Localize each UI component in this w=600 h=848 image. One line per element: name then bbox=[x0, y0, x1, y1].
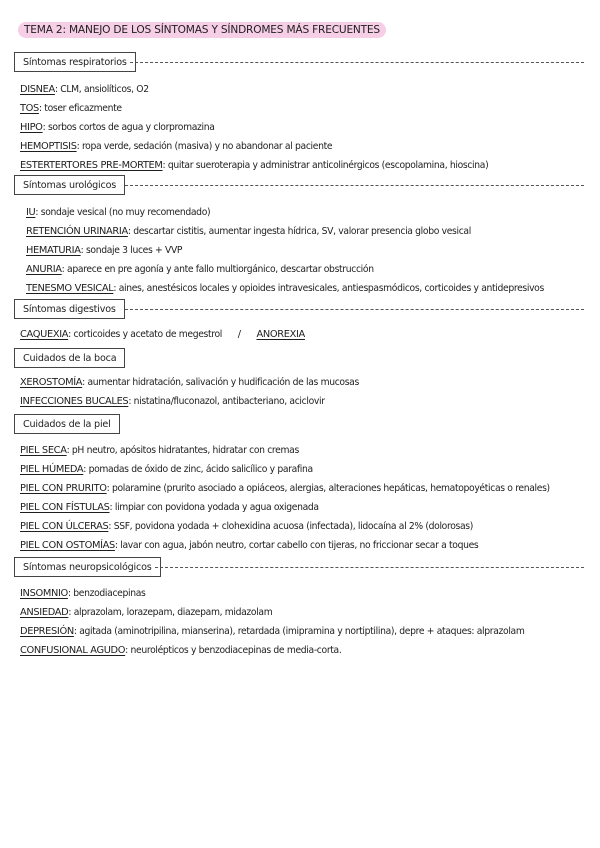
section-heading: Síntomas urológicos bbox=[14, 175, 125, 195]
list-item: TOS: toser eficazmente bbox=[20, 103, 122, 114]
list-item: HEMOPTISIS: ropa verde, sedación (masiva) y no abandonar al paciente bbox=[20, 141, 333, 152]
section-digestivos bbox=[0, 299, 600, 344]
section-divider bbox=[130, 62, 584, 63]
section-heading: Síntomas respiratorios bbox=[14, 52, 136, 72]
list-item: IU: sondaje vesical (no muy recomendado) bbox=[26, 207, 211, 218]
list-item: TENESMO VESICAL: aines, anestésicos locales y opioides intravesicales, antiespasmódicos, corticoides y antidepresivos bbox=[26, 283, 544, 294]
list-item: INFECCIONES BUCALES: nistatina/fluconazol, antibacteriano, aciclovir bbox=[20, 396, 325, 407]
list-item: ESTERTERTORES PRE-MORTEM: quitar sueroterapia y administrar anticolinérgicos (escopolamina, hioscina) bbox=[20, 160, 489, 171]
section-divider bbox=[155, 567, 584, 568]
list-item: HEMATURIA: sondaje 3 luces + VVP bbox=[26, 245, 183, 256]
list-item: PIEL CON PRURITO: polaramine (prurito asociado a opiáceos, alergias, alteraciones hepáticas, hematopoyéticas o renales) bbox=[20, 483, 550, 494]
list-item: RETENCIÓN URINARIA: descartar cistitis, aumentar ingesta hídrica, SV, valorar presencia globo vesical bbox=[26, 226, 471, 237]
list-item: CAQUEXIA: corticoides y acetato de megestrol / ANOREXIA bbox=[20, 329, 305, 340]
section-boca bbox=[0, 348, 600, 411]
section-heading: Cuidados de la boca bbox=[14, 348, 125, 368]
list-item: ANSIEDAD: alprazolam, lorazepam, diazepam, midazolam bbox=[20, 607, 273, 618]
section-heading: Cuidados de la piel bbox=[14, 414, 120, 434]
list-item: INSOMNIO: benzodiacepinas bbox=[20, 588, 146, 599]
list-item: XEROSTOMÍA: aumentar hidratación, salivación y hudificación de las mucosas bbox=[20, 377, 359, 388]
section-respiratorios bbox=[0, 52, 600, 175]
list-item: PIEL CON ÚLCERAS: SSF, povidona yodada + clohexidina acuosa (infectada), lidocaína al 2% (dolorosas) bbox=[20, 521, 473, 532]
list-item: DEPRESIÓN: agitada (aminotripilina, mianserina), retardada (imipramina y nortiptilina), depre + ataques: alprazolam bbox=[20, 626, 525, 637]
list-item: PIEL HÚMEDA: pomadas de óxido de zinc, ácido salicílico y parafina bbox=[20, 464, 313, 475]
list-item: DISNEA: CLM, ansiolíticos, O2 bbox=[20, 84, 149, 95]
section-neuropsicologicos bbox=[0, 557, 600, 660]
list-item: CONFUSIONAL AGUDO: neurolépticos y benzodiacepinas de media-corta. bbox=[20, 645, 342, 656]
section-divider bbox=[125, 185, 584, 186]
list-item: ANURIA: aparece en pre agonía y ante fallo multiorgánico, descartar obstrucción bbox=[26, 264, 374, 275]
section-heading: Síntomas digestivos bbox=[14, 299, 125, 319]
list-item: PIEL CON FÍSTULAS: limpiar con povidona yodada y agua oxigenada bbox=[20, 502, 319, 513]
section-urologicos bbox=[0, 175, 600, 298]
section-heading: Síntomas neuropsicológicos bbox=[14, 557, 161, 577]
list-item: HIPO: sorbos cortos de agua y clorpromazina bbox=[20, 122, 215, 133]
page-title: TEMA 2: MANEJO DE LOS SÍNTOMAS Y SÍNDROMES MÁS FRECUENTES bbox=[18, 22, 386, 38]
section-piel bbox=[0, 414, 600, 555]
section-divider bbox=[125, 309, 584, 310]
list-item: PIEL SECA: pH neutro, apósitos hidratantes, hidratar con cremas bbox=[20, 445, 299, 456]
list-item: PIEL CON OSTOMÍAS: lavar con agua, jabón neutro, cortar cabello con tijeras, no friccionar secar a toques bbox=[20, 540, 479, 551]
